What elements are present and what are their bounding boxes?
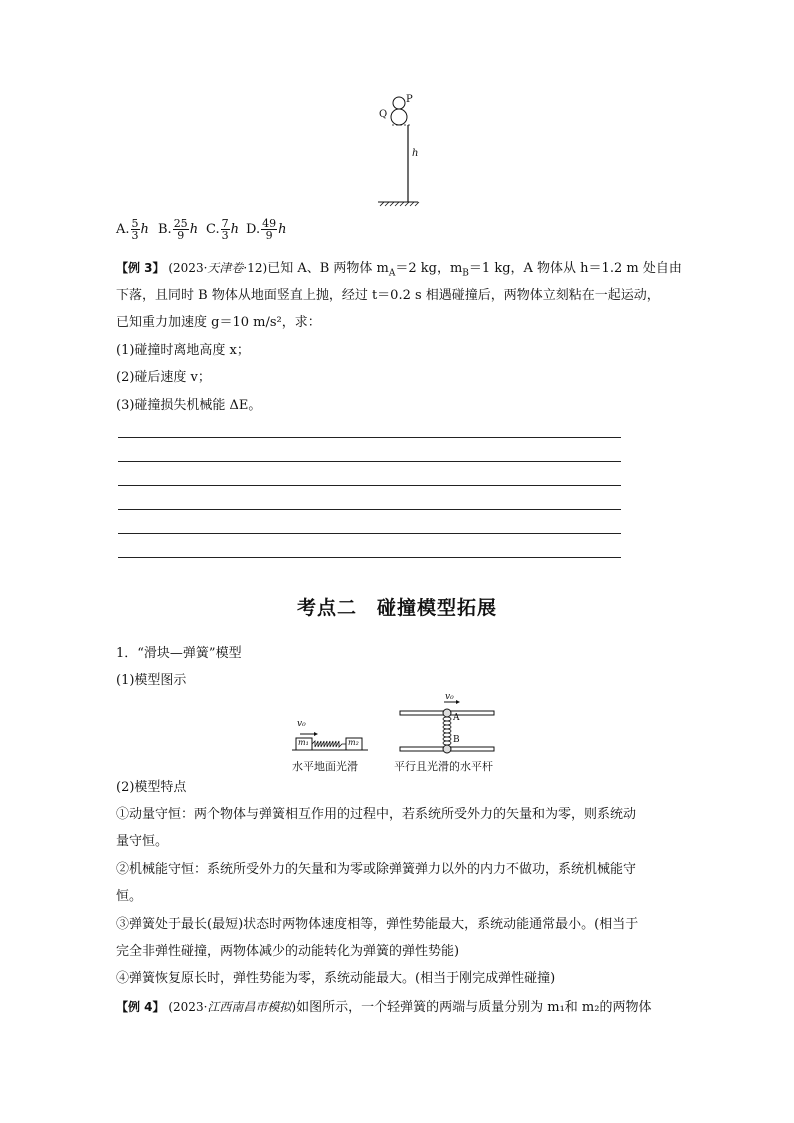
- subscript: B: [462, 268, 469, 279]
- answer-line[interactable]: [118, 461, 621, 462]
- example-tag: 【例 4】: [116, 1000, 165, 1014]
- variable: h: [140, 222, 149, 237]
- option-d: [246, 218, 286, 241]
- source-open: (2023·: [168, 1000, 208, 1014]
- source: [165, 261, 268, 275]
- fraction: [131, 218, 140, 241]
- source-open: (2023·: [168, 261, 208, 275]
- label-h: h: [412, 148, 419, 159]
- text: 如图所示，一个轻弹簧的两端与质量分别为 m₁和 m₂的两物体: [296, 1000, 652, 1015]
- option-a: [116, 218, 149, 241]
- label-a: A: [453, 713, 460, 723]
- numerator: 7: [221, 217, 229, 230]
- label-v0: v₀: [445, 692, 454, 702]
- answer-line[interactable]: [118, 557, 621, 558]
- text: ＝2 kg，m: [395, 261, 463, 276]
- option-c: [206, 218, 239, 241]
- text: ＝1 kg，A 物体从 h＝1.2 m 处自由: [468, 261, 682, 276]
- numerator: 5: [131, 217, 139, 230]
- caption-right: 平行且光滑的水平杆: [394, 760, 493, 773]
- answer-line[interactable]: [118, 533, 621, 534]
- item1-heading: 1．“滑块—弹簧”模型: [116, 646, 242, 661]
- point-2a: ②机械能守恒：系统所受外力的矢量和为零或除弹簧弹力以外的内力不做功，系统机械能守: [116, 862, 637, 877]
- text: 已知 A、B 两物体 m: [267, 261, 389, 276]
- option-letter: C.: [206, 222, 220, 237]
- point-1a: ①动量守恒：两个物体与弹簧相互作用的过程中，若系统所受外力的矢量和为零，则系统动: [116, 807, 637, 822]
- answer-line[interactable]: [118, 485, 621, 486]
- example3-line2: 下落，且同时 B 物体从地面竖直上抛，经过 t＝0.2 s 相遇碰撞后，两物体立刻粘在一起运动，: [116, 288, 660, 303]
- numerator: 25: [173, 217, 188, 230]
- denominator: 3: [221, 229, 229, 242]
- question-1: (1)碰撞时离地高度 x；: [116, 343, 250, 358]
- figure-free-fall: [370, 92, 430, 210]
- variable: h: [230, 222, 239, 237]
- source: [165, 1000, 297, 1014]
- numerator: 49: [262, 217, 277, 230]
- label-q: Q: [379, 109, 388, 120]
- item1-sub1: (1)模型图示: [116, 673, 187, 688]
- answer-line[interactable]: [118, 509, 621, 510]
- caption-left: 水平地面光滑: [292, 760, 358, 773]
- point-4: ④弹簧恢复原长时，弹性势能为零，系统动能最大。(相当于刚完成弹性碰撞): [116, 971, 556, 986]
- fraction: [221, 218, 230, 241]
- question-2: (2)碰后速度 v；: [116, 370, 211, 385]
- source-place: 江西南昌市模拟: [207, 1000, 292, 1014]
- fraction: [261, 218, 277, 241]
- source-close: ): [291, 1000, 297, 1014]
- option-letter: B.: [158, 222, 172, 237]
- label-m1: m₁: [298, 738, 309, 747]
- point-2b: 恒。: [116, 889, 143, 904]
- option-letter: D.: [246, 222, 261, 237]
- denominator: 9: [265, 229, 273, 242]
- label-p: P: [406, 94, 413, 105]
- example-tag: 【例 3】: [116, 261, 165, 275]
- section-title: 考点二 碰撞模型拓展: [296, 597, 497, 619]
- point-3b: 完全非弹性碰撞，两物体减少的动能转化为弹簧的弹性势能): [116, 944, 460, 959]
- source-close: ·12): [243, 261, 268, 275]
- subscript: A: [388, 268, 396, 279]
- point-3a: ③弹簧处于最长(最短)状态时两物体速度相等，弹性势能最大，系统动能通常最小。(相当于: [116, 917, 639, 932]
- question-3: (3)碰撞损失机械能 ΔE。: [116, 398, 262, 413]
- example3-line1: [116, 259, 682, 283]
- label-m2: m₂: [348, 738, 359, 747]
- variable: h: [189, 222, 199, 237]
- option-b: [158, 218, 198, 241]
- fraction: [173, 218, 189, 241]
- option-letter: A.: [116, 222, 130, 237]
- item1-sub2: (2)模型特点: [116, 780, 187, 795]
- denominator: 9: [177, 229, 185, 242]
- source-place: 天津卷: [207, 261, 244, 275]
- denominator: 3: [131, 229, 139, 242]
- figure-rods-spring: [398, 694, 498, 756]
- figure-block-spring-ground: [292, 718, 374, 758]
- example3-line3: 已知重力加速度 g＝10 m/s²，求：: [116, 315, 321, 330]
- point-1b: 量守恒。: [116, 834, 169, 849]
- variable: h: [278, 222, 287, 237]
- label-b: B: [453, 735, 460, 745]
- example4-line1: [116, 998, 651, 1017]
- label-v0: v₀: [297, 719, 306, 729]
- answer-line[interactable]: [118, 437, 621, 438]
